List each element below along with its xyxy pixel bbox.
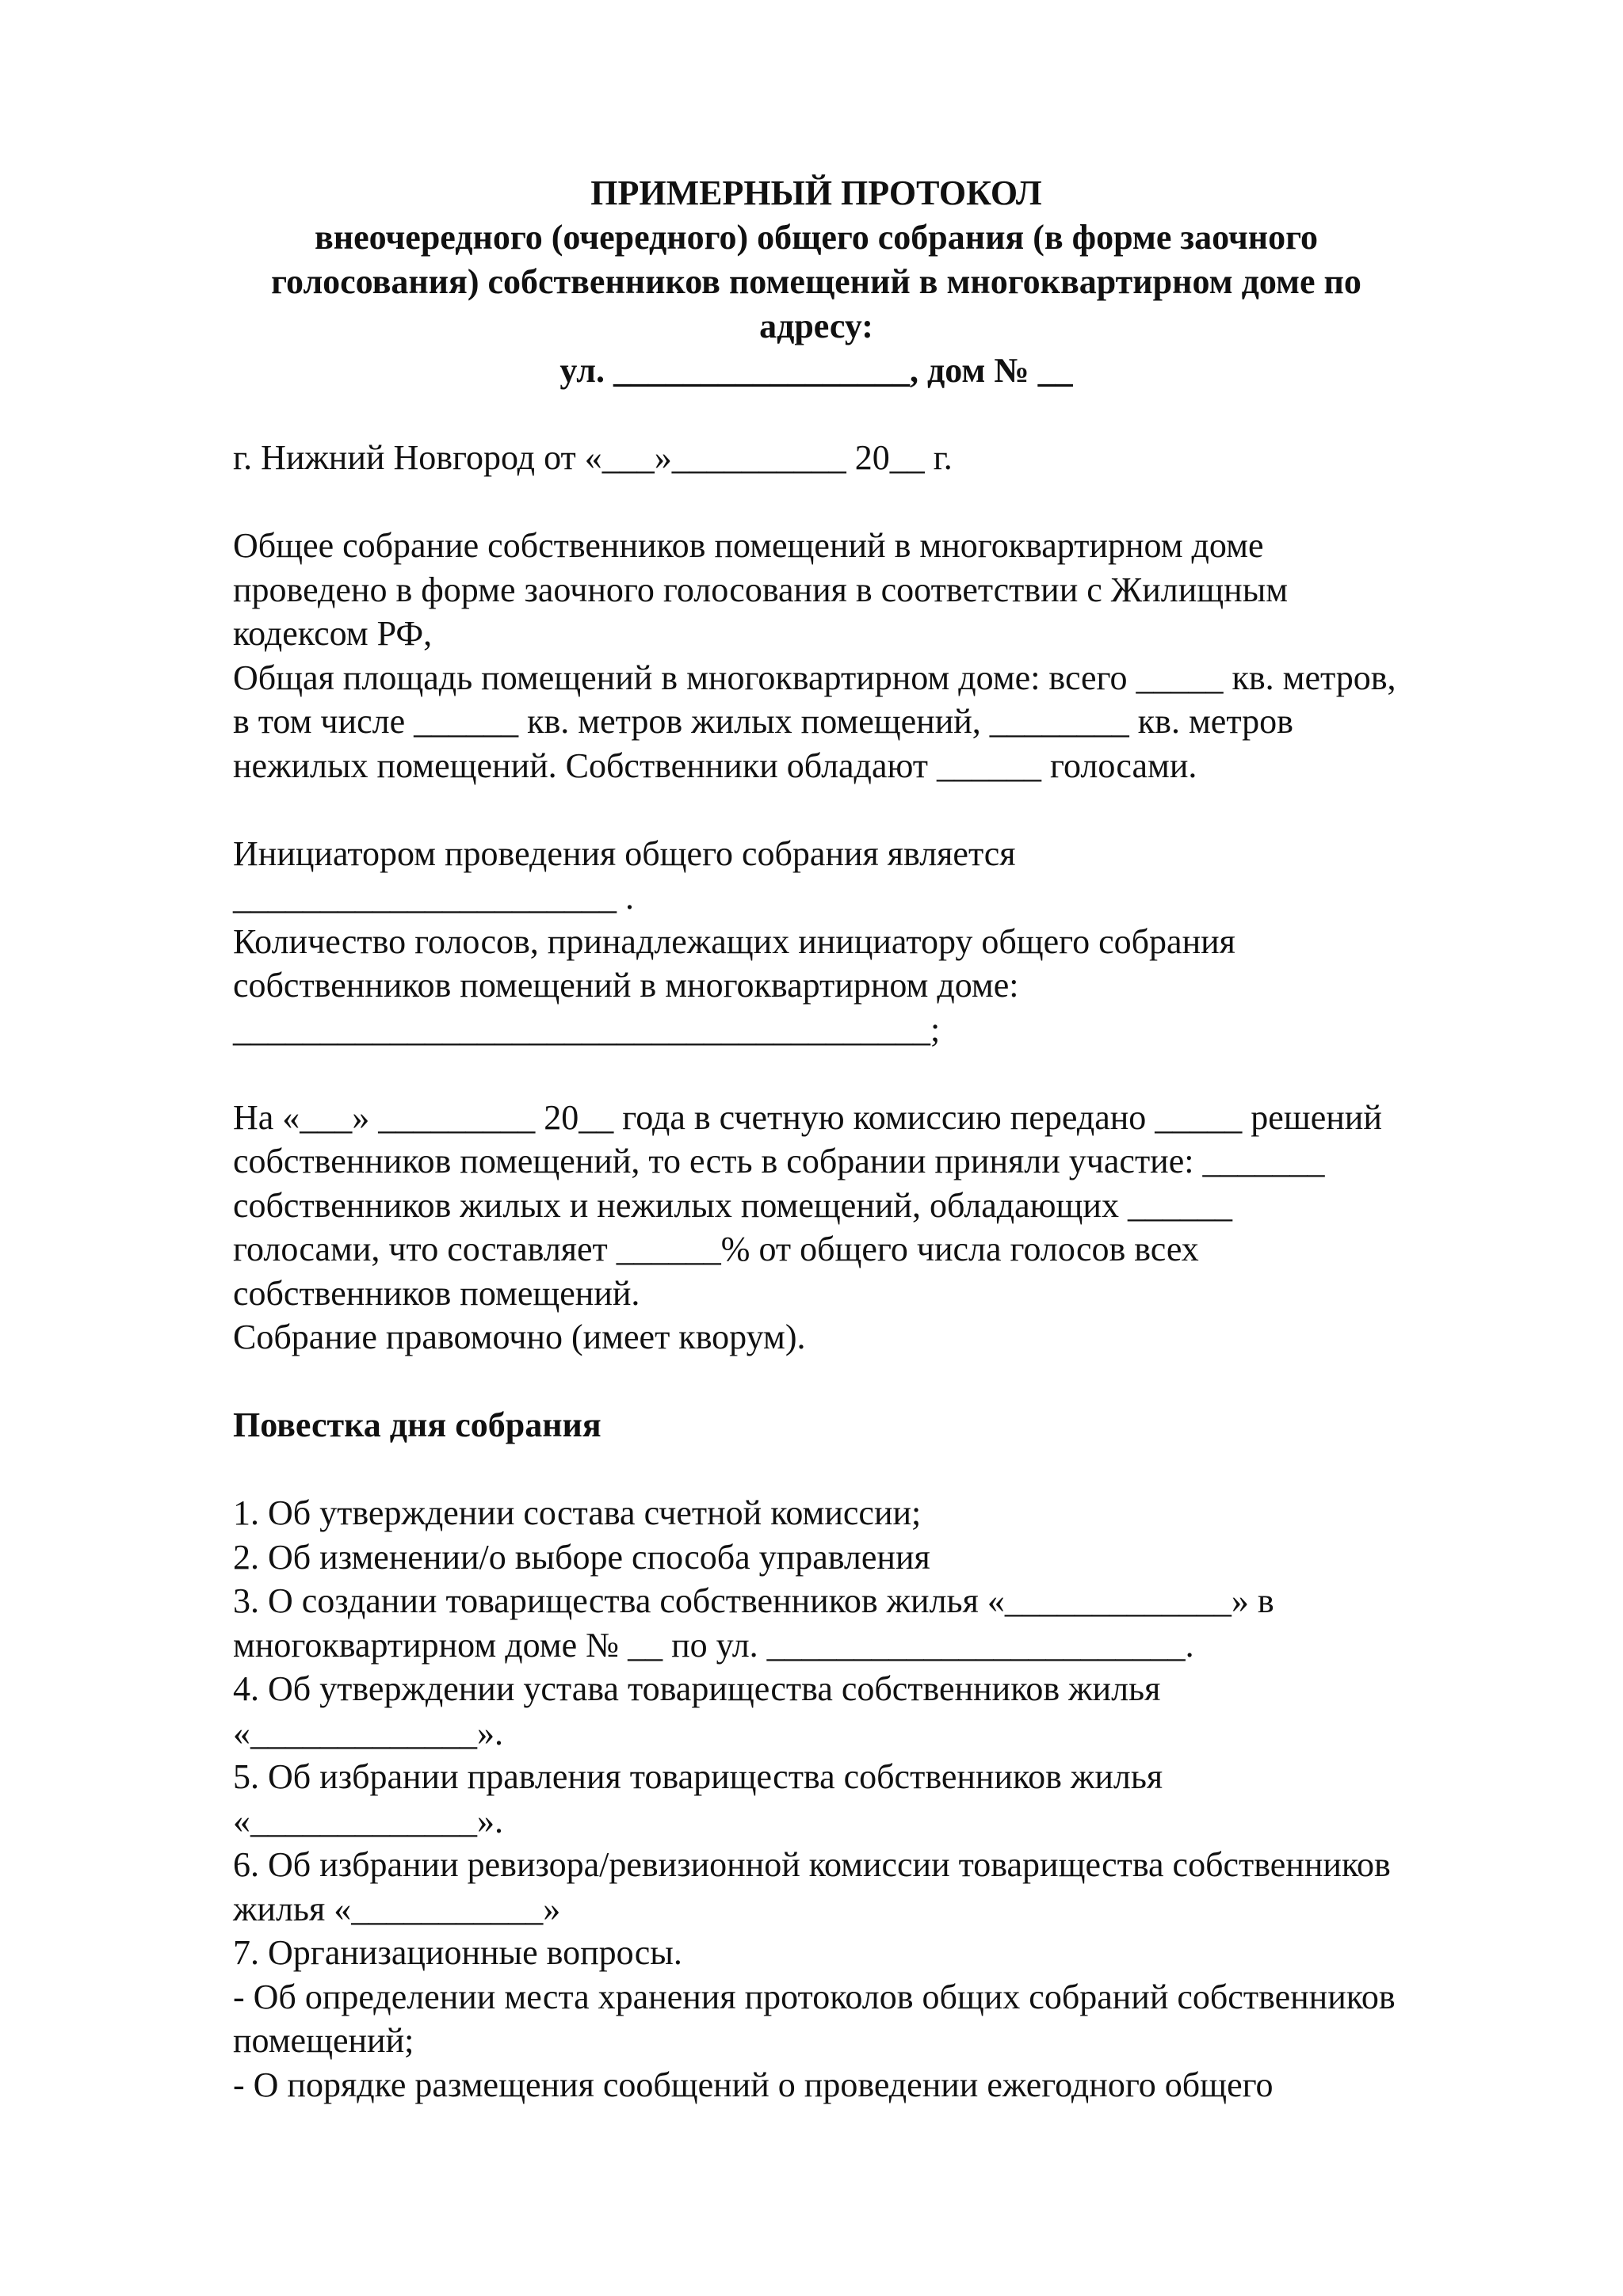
agenda-item: 6. Об избрании ревизора/ревизионной комиссии товарищества собственников [233, 1845, 1391, 1884]
text-line: собственников помещений, то есть в собрании приняли участие: _______ [233, 1142, 1325, 1180]
text-line: голосами, что составляет ______% от общего числа голосов всех [233, 1230, 1199, 1268]
heading-line: внеочередного (очередного) общего собрания (в форме заочного [314, 218, 1318, 257]
text-line: Собрание правомочно (имеет кворум). [233, 1318, 806, 1356]
document-heading [230, 171, 1403, 393]
agenda-item: 7. Организационные вопросы. [233, 1933, 682, 1972]
text-line: Количество голосов, принадлежащих инициатору общего собрания [233, 921, 1235, 961]
document-body [233, 436, 1549, 2151]
agenda-item: «_____________». [233, 1713, 503, 1753]
text-line: ________________________________________; [233, 1009, 941, 1049]
initiator-paragraph [233, 832, 1549, 1052]
agenda-item: жилья «___________» [233, 1889, 561, 1928]
text-line: Инициатором проведения общего собрания является [233, 833, 1016, 873]
text-line: кодексом РФ, [233, 614, 433, 653]
heading-address-line: ул. _________________, дом № __ [559, 351, 1073, 390]
intro-paragraph [233, 524, 1549, 788]
text-line: Общее собрание собственников помещений в многоквартирном доме [233, 526, 1264, 565]
text-line: в том числе ______ кв. метров жилых помещений, ________ кв. метров [233, 702, 1293, 741]
agenda-item: 5. Об избрании правления товарищества собственников жилья [233, 1757, 1163, 1796]
heading-line: голосования) собственников помещений в многоквартирном доме по [271, 262, 1361, 301]
agenda-item: 3. О создании товарищества собственников жилья «_____________» в [233, 1581, 1274, 1620]
text-line: собственников помещений в многоквартирном доме: [233, 966, 1019, 1005]
agenda-item: «_____________». [233, 1801, 503, 1840]
agenda-title: Повестка дня собрания [233, 1405, 601, 1444]
agenda-item: многоквартирном доме № __ по ул. ________________________. [233, 1625, 1194, 1665]
text-line: Общая площадь помещений в многоквартирном доме: всего _____ кв. метров, [233, 658, 1396, 697]
agenda-list [233, 1491, 1549, 2107]
agenda-item: - О порядке размещения сообщений о проведении ежегодного общего [233, 2065, 1274, 2104]
agenda-item: 1. Об утверждении состава счетной комиссии; [233, 1493, 922, 1532]
agenda-item: 2. Об изменении/о выборе способа управления [233, 1537, 930, 1577]
heading-line: адресу: [759, 307, 873, 345]
text-line: ______________________ . [233, 878, 634, 917]
agenda-item: - Об определении места хранения протоколов общих собраний собственников [233, 1977, 1396, 2016]
place-date-paragraph [233, 436, 1549, 480]
quorum-paragraph [233, 1096, 1549, 1360]
place-date-line: г. Нижний Новгород от «___»__________ 20__ г. [233, 438, 953, 477]
agenda-item: 4. Об утверждении устава товарищества собственников жилья [233, 1669, 1161, 1708]
agenda-item: помещений; [233, 2021, 414, 2060]
text-line: нежилых помещений. Собственники обладают ______ голосами. [233, 746, 1197, 785]
document-title: ПРИМЕРНЫЙ ПРОТОКОЛ [590, 174, 1042, 212]
agenda-title-paragraph [233, 1403, 1549, 1447]
text-line: проведено в форме заочного голосования в соответствии с Жилищным [233, 570, 1289, 609]
text-line: собственников жилых и нежилых помещений, обладающих ______ [233, 1185, 1232, 1225]
text-line: На «___» _________ 20__ года в счетную комиссию передано _____ решений [233, 1097, 1382, 1137]
text-line: собственников помещений. [233, 1273, 640, 1313]
